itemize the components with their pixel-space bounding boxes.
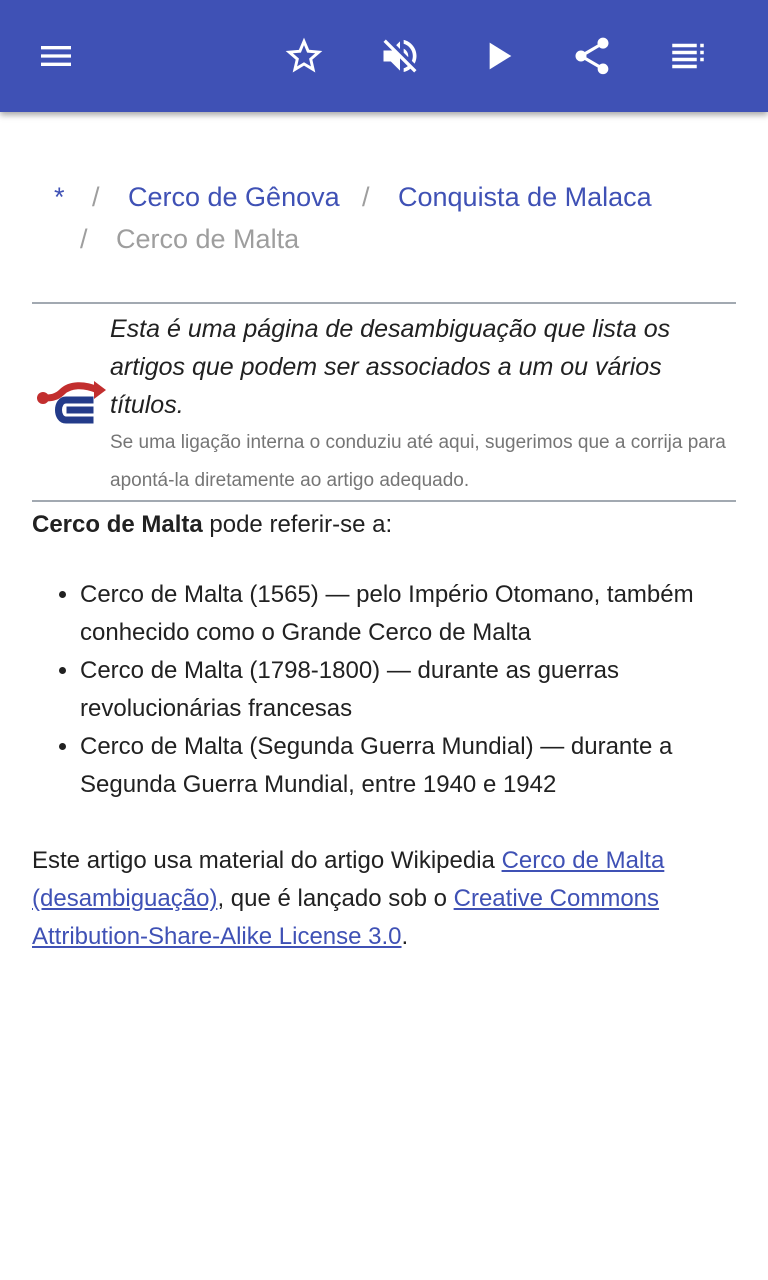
article-intro-text: pode referir-se a: <box>202 511 393 538</box>
sound-toggle-button[interactable] <box>372 28 428 84</box>
menu-icon <box>36 36 76 76</box>
article-title-bold: Cerco de Malta <box>32 511 203 538</box>
breadcrumb-item-cerco-de-genova[interactable]: Cerco de Gênova <box>128 182 340 212</box>
share-button[interactable] <box>564 28 620 84</box>
disambiguation-logo-icon <box>36 370 106 426</box>
play-button[interactable] <box>470 28 526 84</box>
breadcrumb-item-current: Cerco de Malta <box>116 224 300 254</box>
disambiguation-sub-text: Se uma ligação interna o conduziu até aqui, sugerimos que a corrija para apontá-la diretamente ao artigo adequado. <box>110 432 726 491</box>
disambiguation-list <box>32 576 736 804</box>
attribution-text <box>32 842 736 956</box>
star-outline-icon <box>282 34 326 78</box>
breadcrumb-item-home[interactable]: * <box>54 182 65 212</box>
license-link[interactable]: Creative Commons Attribution-Share-Alike License 3.0 <box>32 885 660 950</box>
volume-off-icon <box>378 34 422 78</box>
disambiguation-main-text: Esta é uma página de desambiguação que lista os artigos que podem ser associados a um ou vários títulos. <box>110 315 671 419</box>
breadcrumb-item-conquista-de-malaca[interactable]: Conquista de Malaca <box>398 182 652 212</box>
app-toolbar <box>0 0 768 112</box>
breadcrumb-separator: / <box>80 224 88 254</box>
wikipedia-article-link[interactable]: Cerco de Malta (desambiguação) <box>32 847 665 912</box>
disambiguation-notice <box>32 302 736 502</box>
article-content <box>32 112 736 956</box>
attribution-suffix: . <box>401 923 409 950</box>
list-item: • Cerco de Malta (1798-1800) — durante as guerras revolucionárias francesas <box>80 652 736 728</box>
breadcrumb-separator: / <box>362 182 370 212</box>
share-icon <box>570 34 614 78</box>
attribution-prefix: Este artigo usa material do artigo Wikipedia <box>32 847 502 874</box>
playlist-icon <box>667 35 709 77</box>
breadcrumb-separator: / <box>92 182 100 212</box>
list-item: • Cerco de Malta (1565) — pelo Império Otomano, também conhecido como o Grande Cerco de Malta <box>80 576 736 652</box>
list-item: • Cerco de Malta (Segunda Guerra Mundial) — durante a Segunda Guerra Mundial, entre 1940 e 1942 <box>80 728 736 804</box>
attribution-middle: , que é lançado sob o <box>217 885 454 912</box>
play-icon <box>478 36 518 76</box>
menu-button[interactable] <box>28 28 84 84</box>
favorite-button[interactable] <box>276 28 332 84</box>
contents-list-button[interactable] <box>660 28 716 84</box>
article-intro <box>32 502 736 544</box>
breadcrumb <box>32 112 736 302</box>
